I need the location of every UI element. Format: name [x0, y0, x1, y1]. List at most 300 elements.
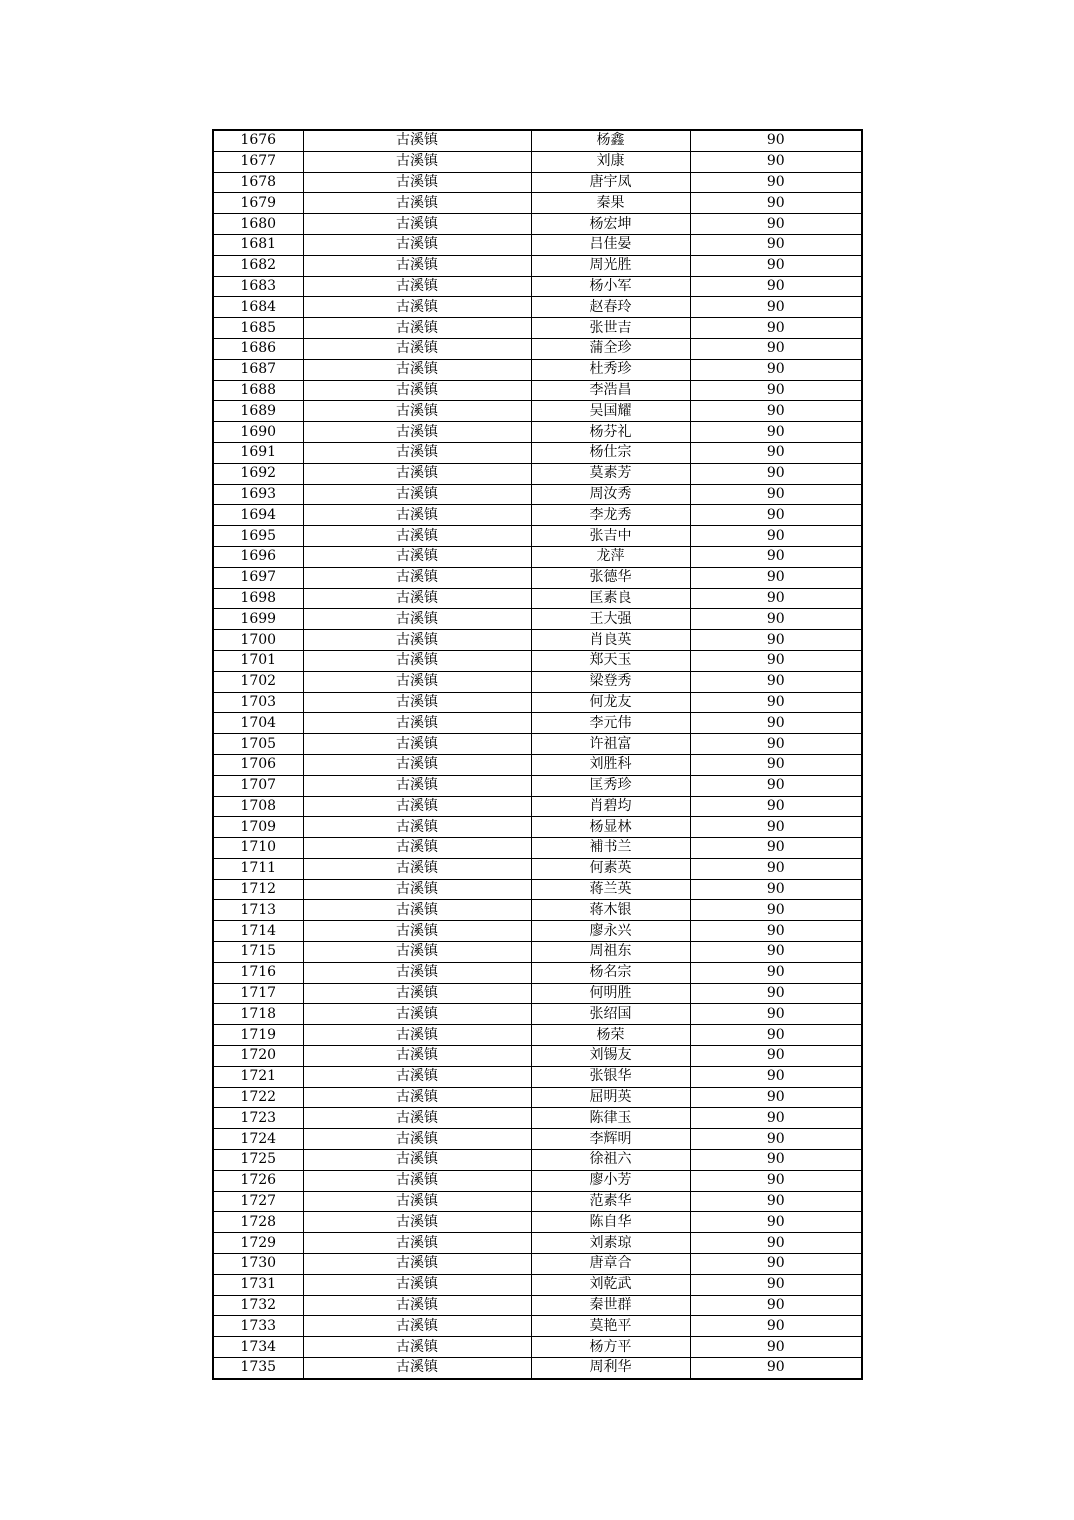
row-number-cell: 1692: [213, 463, 303, 484]
table-row: [213, 484, 862, 505]
table-row: [213, 1066, 862, 1087]
row-number-cell: 1723: [213, 1108, 303, 1129]
row-number-cell: 1688: [213, 380, 303, 401]
name-cell: 周汝秀: [531, 484, 690, 505]
row-number-cell: 1693: [213, 484, 303, 505]
town-cell: 古溪镇: [303, 338, 531, 359]
name-cell: 范素华: [531, 1191, 690, 1212]
row-number-cell: 1689: [213, 401, 303, 422]
town-cell: 古溪镇: [303, 526, 531, 547]
name-cell: 杨方平: [531, 1337, 690, 1358]
score-cell: 90: [690, 983, 862, 1004]
name-cell: 周光胜: [531, 255, 690, 276]
table-row: [213, 359, 862, 380]
row-number-cell: 1721: [213, 1066, 303, 1087]
table-row: [213, 942, 862, 963]
table-row: [213, 1150, 862, 1171]
name-cell: 杨鑫: [531, 130, 690, 151]
row-number-cell: 1735: [213, 1358, 303, 1379]
name-cell: 蒋木银: [531, 900, 690, 921]
score-cell: 90: [690, 546, 862, 567]
name-cell: 匡素良: [531, 588, 690, 609]
row-number-cell: 1703: [213, 692, 303, 713]
score-cell: 90: [690, 297, 862, 318]
name-cell: 杨小军: [531, 276, 690, 297]
name-cell: 何龙友: [531, 692, 690, 713]
town-cell: 古溪镇: [303, 401, 531, 422]
name-cell: 秦世群: [531, 1295, 690, 1316]
score-cell: 90: [690, 1170, 862, 1191]
score-cell: 90: [690, 1025, 862, 1046]
row-number-cell: 1683: [213, 276, 303, 297]
table-row: [213, 338, 862, 359]
name-cell: 莫艳平: [531, 1316, 690, 1337]
town-cell: 古溪镇: [303, 671, 531, 692]
row-number-cell: 1731: [213, 1274, 303, 1295]
score-cell: 90: [690, 130, 862, 151]
row-number-cell: 1729: [213, 1233, 303, 1254]
name-cell: 刘素琼: [531, 1233, 690, 1254]
score-cell: 90: [690, 1004, 862, 1025]
name-cell: 秦果: [531, 193, 690, 214]
row-number-cell: 1684: [213, 297, 303, 318]
row-number-cell: 1702: [213, 671, 303, 692]
town-cell: 古溪镇: [303, 1025, 531, 1046]
row-number-cell: 1722: [213, 1087, 303, 1108]
town-cell: 古溪镇: [303, 422, 531, 443]
score-cell: 90: [690, 609, 862, 630]
table-row: [213, 796, 862, 817]
name-cell: 匡秀珍: [531, 775, 690, 796]
name-cell: 何明胜: [531, 983, 690, 1004]
town-cell: 古溪镇: [303, 775, 531, 796]
town-cell: 古溪镇: [303, 734, 531, 755]
score-cell: 90: [690, 380, 862, 401]
town-cell: 古溪镇: [303, 1274, 531, 1295]
row-number-cell: 1717: [213, 983, 303, 1004]
table-row: [213, 318, 862, 339]
town-cell: 古溪镇: [303, 879, 531, 900]
town-cell: 古溪镇: [303, 1337, 531, 1358]
score-cell: 90: [690, 1066, 862, 1087]
town-cell: 古溪镇: [303, 151, 531, 172]
score-cell: 90: [690, 1295, 862, 1316]
row-number-cell: 1719: [213, 1025, 303, 1046]
table-row: [213, 983, 862, 1004]
table-row: [213, 505, 862, 526]
town-cell: 古溪镇: [303, 983, 531, 1004]
table-row: [213, 1212, 862, 1233]
row-number-cell: 1712: [213, 879, 303, 900]
town-cell: 古溪镇: [303, 276, 531, 297]
town-cell: 古溪镇: [303, 692, 531, 713]
name-cell: 郑天玉: [531, 650, 690, 671]
score-cell: 90: [690, 1046, 862, 1067]
town-cell: 古溪镇: [303, 942, 531, 963]
row-number-cell: 1694: [213, 505, 303, 526]
name-cell: 徐祖六: [531, 1150, 690, 1171]
table-row: [213, 234, 862, 255]
table-row: [213, 900, 862, 921]
town-cell: 古溪镇: [303, 359, 531, 380]
town-cell: 古溪镇: [303, 796, 531, 817]
row-number-cell: 1678: [213, 172, 303, 193]
score-cell: 90: [690, 900, 862, 921]
score-cell: 90: [690, 214, 862, 235]
name-cell: 刘乾武: [531, 1274, 690, 1295]
town-cell: 古溪镇: [303, 838, 531, 859]
score-cell: 90: [690, 1108, 862, 1129]
town-cell: 古溪镇: [303, 1129, 531, 1150]
row-number-cell: 1730: [213, 1254, 303, 1275]
name-cell: 张绍国: [531, 1004, 690, 1025]
table-row: [213, 172, 862, 193]
town-cell: 古溪镇: [303, 650, 531, 671]
name-cell: 肖碧均: [531, 796, 690, 817]
town-cell: 古溪镇: [303, 1004, 531, 1025]
score-cell: 90: [690, 921, 862, 942]
row-number-cell: 1682: [213, 255, 303, 276]
score-cell: 90: [690, 1316, 862, 1337]
name-cell: 周利华: [531, 1358, 690, 1379]
row-number-cell: 1718: [213, 1004, 303, 1025]
score-cell: 90: [690, 276, 862, 297]
row-number-cell: 1716: [213, 962, 303, 983]
row-number-cell: 1715: [213, 942, 303, 963]
row-number-cell: 1681: [213, 234, 303, 255]
name-cell: 肖良英: [531, 630, 690, 651]
score-cell: 90: [690, 1191, 862, 1212]
table-row: [213, 567, 862, 588]
score-cell: 90: [690, 713, 862, 734]
score-cell: 90: [690, 442, 862, 463]
name-cell: 屈明英: [531, 1087, 690, 1108]
name-cell: 補书兰: [531, 838, 690, 859]
score-cell: 90: [690, 1087, 862, 1108]
name-cell: 张世吉: [531, 318, 690, 339]
table-row: [213, 130, 862, 151]
row-number-cell: 1696: [213, 546, 303, 567]
row-number-cell: 1687: [213, 359, 303, 380]
table-row: [213, 1129, 862, 1150]
name-cell: 何素英: [531, 858, 690, 879]
name-cell: 张银华: [531, 1066, 690, 1087]
name-cell: 李浩昌: [531, 380, 690, 401]
town-cell: 古溪镇: [303, 255, 531, 276]
table-row: [213, 1108, 862, 1129]
table-row: [213, 193, 862, 214]
row-number-cell: 1726: [213, 1170, 303, 1191]
score-cell: 90: [690, 463, 862, 484]
row-number-cell: 1677: [213, 151, 303, 172]
score-cell: 90: [690, 796, 862, 817]
name-cell: 梁登秀: [531, 671, 690, 692]
row-number-cell: 1676: [213, 130, 303, 151]
town-cell: 古溪镇: [303, 463, 531, 484]
name-cell: 李元伟: [531, 713, 690, 734]
name-cell: 杨宏坤: [531, 214, 690, 235]
row-number-cell: 1690: [213, 422, 303, 443]
row-number-cell: 1695: [213, 526, 303, 547]
name-cell: 杨名宗: [531, 962, 690, 983]
table-row: [213, 1358, 862, 1379]
table-row: [213, 879, 862, 900]
row-number-cell: 1699: [213, 609, 303, 630]
town-cell: 古溪镇: [303, 713, 531, 734]
score-cell: 90: [690, 193, 862, 214]
town-cell: 古溪镇: [303, 1233, 531, 1254]
town-cell: 古溪镇: [303, 172, 531, 193]
town-cell: 古溪镇: [303, 962, 531, 983]
score-cell: 90: [690, 484, 862, 505]
table-row: [213, 1046, 862, 1067]
row-number-cell: 1708: [213, 796, 303, 817]
table-row: [213, 1087, 862, 1108]
score-cell: 90: [690, 1212, 862, 1233]
row-number-cell: 1691: [213, 442, 303, 463]
table-row: [213, 734, 862, 755]
score-cell: 90: [690, 1129, 862, 1150]
score-cell: 90: [690, 255, 862, 276]
row-number-cell: 1733: [213, 1316, 303, 1337]
row-number-cell: 1680: [213, 214, 303, 235]
table-row: [213, 1191, 862, 1212]
town-cell: 古溪镇: [303, 609, 531, 630]
score-cell: 90: [690, 567, 862, 588]
name-cell: 杨荣: [531, 1025, 690, 1046]
row-number-cell: 1734: [213, 1337, 303, 1358]
town-cell: 古溪镇: [303, 1046, 531, 1067]
score-cell: 90: [690, 151, 862, 172]
score-cell: 90: [690, 505, 862, 526]
score-cell: 90: [690, 1358, 862, 1379]
town-cell: 古溪镇: [303, 234, 531, 255]
name-cell: 吕佳晏: [531, 234, 690, 255]
table-row: [213, 1316, 862, 1337]
row-number-cell: 1713: [213, 900, 303, 921]
row-number-cell: 1728: [213, 1212, 303, 1233]
name-cell: 李龙秀: [531, 505, 690, 526]
town-cell: 古溪镇: [303, 754, 531, 775]
town-cell: 古溪镇: [303, 1066, 531, 1087]
table-row: [213, 754, 862, 775]
name-cell: 许祖富: [531, 734, 690, 755]
score-cell: 90: [690, 734, 862, 755]
town-cell: 古溪镇: [303, 630, 531, 651]
table-row: [213, 1337, 862, 1358]
score-cell: 90: [690, 775, 862, 796]
table-row: [213, 442, 862, 463]
table-row: [213, 401, 862, 422]
table-row: [213, 838, 862, 859]
town-cell: 古溪镇: [303, 817, 531, 838]
row-number-cell: 1732: [213, 1295, 303, 1316]
table-row: [213, 588, 862, 609]
score-cell: 90: [690, 692, 862, 713]
name-cell: 周祖东: [531, 942, 690, 963]
town-cell: 古溪镇: [303, 297, 531, 318]
name-cell: 廖永兴: [531, 921, 690, 942]
row-number-cell: 1705: [213, 734, 303, 755]
score-cell: 90: [690, 962, 862, 983]
name-cell: 陈自华: [531, 1212, 690, 1233]
score-cell: 90: [690, 879, 862, 900]
table-row: [213, 1170, 862, 1191]
score-cell: 90: [690, 1233, 862, 1254]
town-cell: 古溪镇: [303, 380, 531, 401]
table-row: [213, 546, 862, 567]
table-row: [213, 1254, 862, 1275]
town-cell: 古溪镇: [303, 214, 531, 235]
town-cell: 古溪镇: [303, 484, 531, 505]
row-number-cell: 1707: [213, 775, 303, 796]
table-row: [213, 775, 862, 796]
town-cell: 古溪镇: [303, 1150, 531, 1171]
score-cell: 90: [690, 754, 862, 775]
name-cell: 杜秀珍: [531, 359, 690, 380]
score-cell: 90: [690, 1274, 862, 1295]
name-cell: 刘康: [531, 151, 690, 172]
score-cell: 90: [690, 422, 862, 443]
name-cell: 王大强: [531, 609, 690, 630]
town-cell: 古溪镇: [303, 505, 531, 526]
town-cell: 古溪镇: [303, 588, 531, 609]
table-row: [213, 297, 862, 318]
score-cell: 90: [690, 630, 862, 651]
table-row: [213, 1274, 862, 1295]
row-number-cell: 1720: [213, 1046, 303, 1067]
score-cell: 90: [690, 838, 862, 859]
row-number-cell: 1700: [213, 630, 303, 651]
table-row: [213, 671, 862, 692]
town-cell: 古溪镇: [303, 1108, 531, 1129]
row-number-cell: 1714: [213, 921, 303, 942]
table-row: [213, 380, 862, 401]
table-row: [213, 713, 862, 734]
town-cell: 古溪镇: [303, 130, 531, 151]
name-cell: 张德华: [531, 567, 690, 588]
score-cell: 90: [690, 1337, 862, 1358]
table-row: [213, 609, 862, 630]
roster-table-body: [213, 130, 862, 1379]
name-cell: 杨芬礼: [531, 422, 690, 443]
town-cell: 古溪镇: [303, 442, 531, 463]
row-number-cell: 1710: [213, 838, 303, 859]
name-cell: 吴国耀: [531, 401, 690, 422]
score-cell: 90: [690, 172, 862, 193]
name-cell: 杨仕宗: [531, 442, 690, 463]
town-cell: 古溪镇: [303, 318, 531, 339]
roster-table: [212, 129, 863, 1380]
town-cell: 古溪镇: [303, 1316, 531, 1337]
score-cell: 90: [690, 817, 862, 838]
town-cell: 古溪镇: [303, 567, 531, 588]
row-number-cell: 1704: [213, 713, 303, 734]
score-cell: 90: [690, 318, 862, 339]
town-cell: 古溪镇: [303, 1212, 531, 1233]
row-number-cell: 1679: [213, 193, 303, 214]
name-cell: 龙萍: [531, 546, 690, 567]
table-row: [213, 1233, 862, 1254]
row-number-cell: 1727: [213, 1191, 303, 1212]
name-cell: 刘锡友: [531, 1046, 690, 1067]
table-row: [213, 1004, 862, 1025]
row-number-cell: 1725: [213, 1150, 303, 1171]
row-number-cell: 1711: [213, 858, 303, 879]
row-number-cell: 1709: [213, 817, 303, 838]
town-cell: 古溪镇: [303, 1254, 531, 1275]
table-row: [213, 962, 862, 983]
table-row: [213, 630, 862, 651]
town-cell: 古溪镇: [303, 1170, 531, 1191]
score-cell: 90: [690, 942, 862, 963]
name-cell: 唐宇凤: [531, 172, 690, 193]
score-cell: 90: [690, 650, 862, 671]
score-cell: 90: [690, 359, 862, 380]
table-row: [213, 276, 862, 297]
table-row: [213, 858, 862, 879]
table-row: [213, 817, 862, 838]
town-cell: 古溪镇: [303, 1358, 531, 1379]
name-cell: 廖小芳: [531, 1170, 690, 1191]
name-cell: 赵春玲: [531, 297, 690, 318]
table-row: [213, 463, 862, 484]
row-number-cell: 1697: [213, 567, 303, 588]
table-row: [213, 526, 862, 547]
name-cell: 蒲全珍: [531, 338, 690, 359]
score-cell: 90: [690, 588, 862, 609]
town-cell: 古溪镇: [303, 546, 531, 567]
name-cell: 刘胜科: [531, 754, 690, 775]
score-cell: 90: [690, 401, 862, 422]
score-cell: 90: [690, 671, 862, 692]
row-number-cell: 1706: [213, 754, 303, 775]
name-cell: 陈律玉: [531, 1108, 690, 1129]
town-cell: 古溪镇: [303, 1295, 531, 1316]
table-row: [213, 1025, 862, 1046]
town-cell: 古溪镇: [303, 921, 531, 942]
table-row: [213, 151, 862, 172]
table-row: [213, 255, 862, 276]
table-row: [213, 1295, 862, 1316]
name-cell: 李辉明: [531, 1129, 690, 1150]
table-row: [213, 650, 862, 671]
row-number-cell: 1685: [213, 318, 303, 339]
name-cell: 张吉中: [531, 526, 690, 547]
score-cell: 90: [690, 1150, 862, 1171]
table-row: [213, 214, 862, 235]
table-row: [213, 921, 862, 942]
town-cell: 古溪镇: [303, 900, 531, 921]
town-cell: 古溪镇: [303, 1087, 531, 1108]
row-number-cell: 1686: [213, 338, 303, 359]
town-cell: 古溪镇: [303, 193, 531, 214]
row-number-cell: 1698: [213, 588, 303, 609]
name-cell: 杨显林: [531, 817, 690, 838]
town-cell: 古溪镇: [303, 858, 531, 879]
score-cell: 90: [690, 234, 862, 255]
town-cell: 古溪镇: [303, 1191, 531, 1212]
score-cell: 90: [690, 858, 862, 879]
score-cell: 90: [690, 1254, 862, 1275]
row-number-cell: 1701: [213, 650, 303, 671]
name-cell: 莫素芳: [531, 463, 690, 484]
score-cell: 90: [690, 338, 862, 359]
name-cell: 蒋兰英: [531, 879, 690, 900]
score-cell: 90: [690, 526, 862, 547]
name-cell: 唐章合: [531, 1254, 690, 1275]
table-row: [213, 692, 862, 713]
